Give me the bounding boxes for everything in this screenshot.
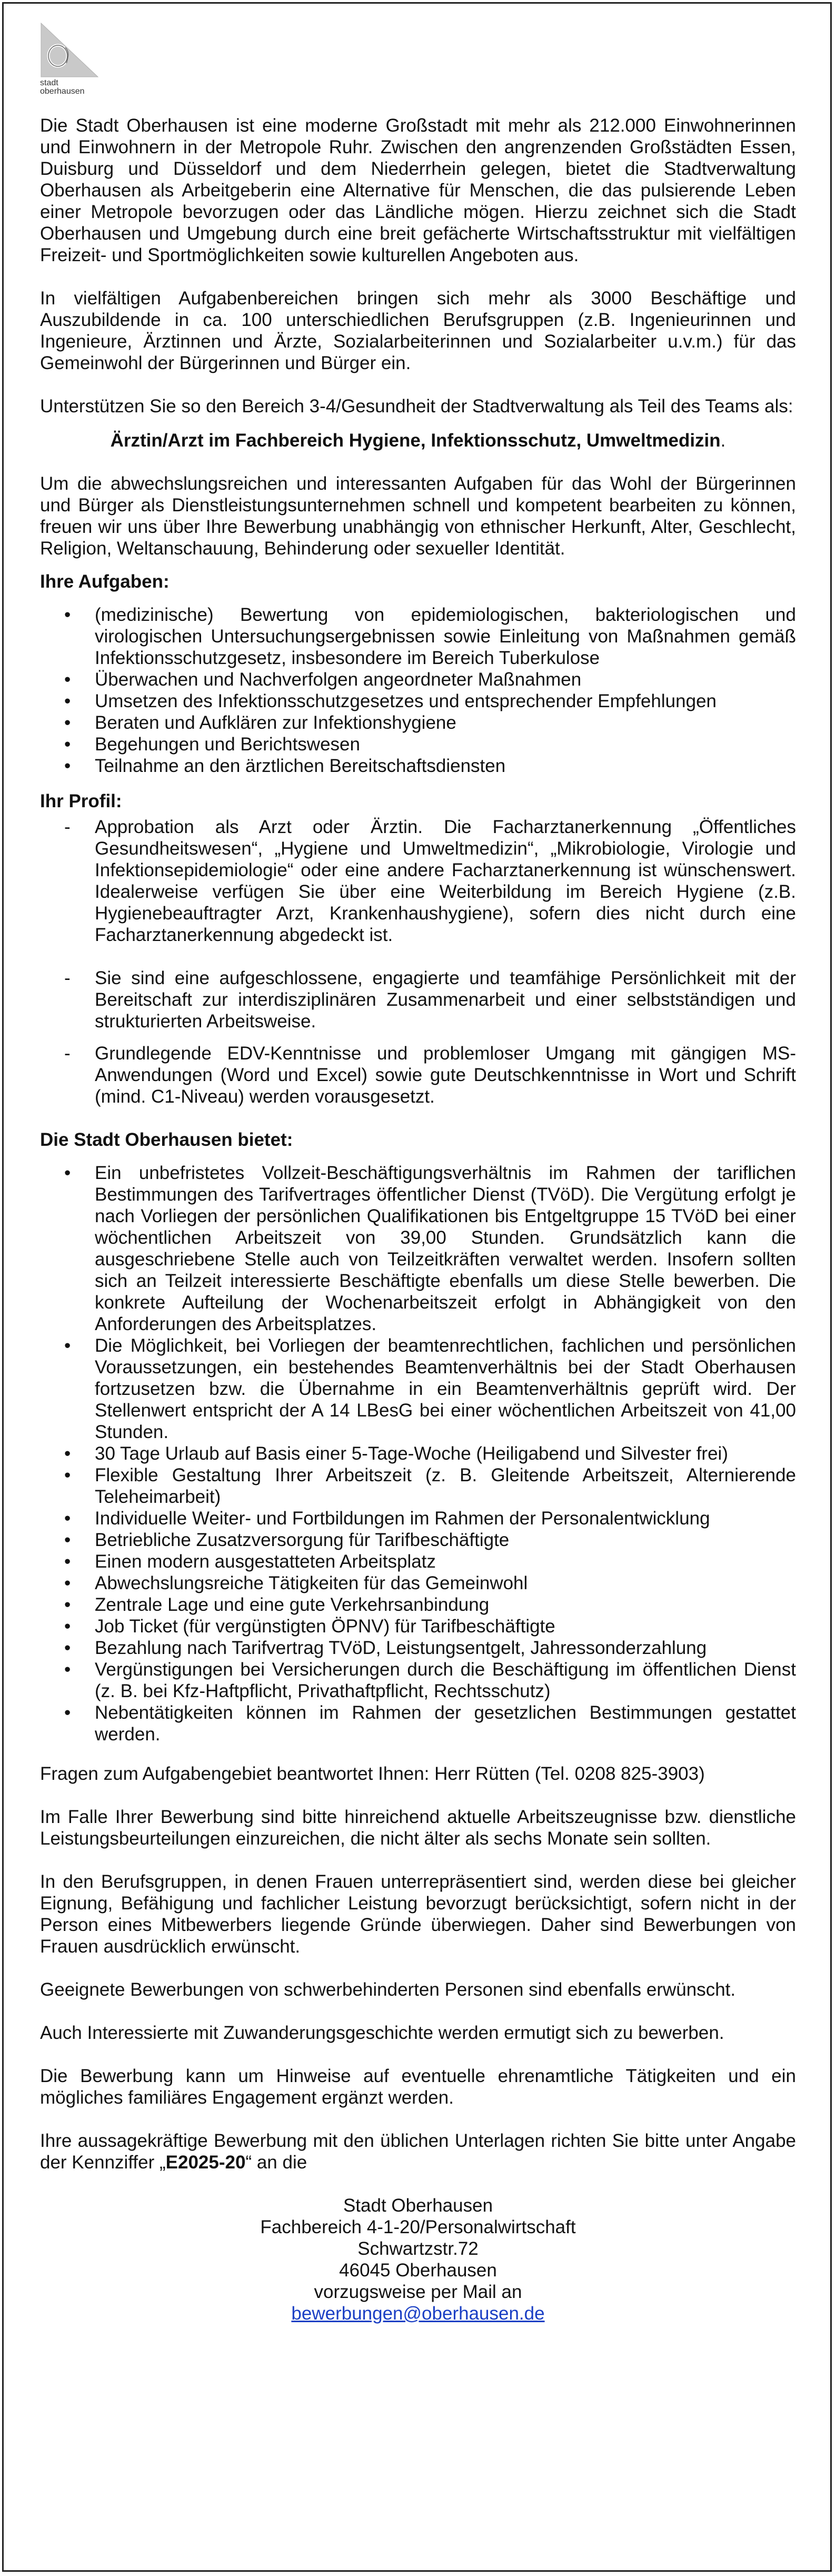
logo-triangle-icon [39,21,107,79]
task-item: • Umsetzen des Infektionsschutzgesetzes und entsprechender Empfehlungen [40,690,796,712]
offer-item: • Flexible Gestaltung Ihrer Arbeitszeit (z. B. Gleitende Arbeitszeit, Alternierende Teleheimarbeit) [40,1464,796,1508]
offer-item: • Einen modern ausgestatteten Arbeitsplatz [40,1551,796,1572]
references-note: Im Falle Ihrer Bewerbung sind bitte hinreichend aktuelle Arbeitszeugnisse bzw. dienstliche Leistungsbeurteilungen einzureichen, die nicht älter als sechs Monate sein sollten. [40,1807,796,1849]
application-text-after: “ an die [245,2152,307,2173]
disability-note: Geeignete Bewerbungen von schwerbehinderten Personen sind ebenfalls erwünscht. [40,1979,736,2000]
reference-code: E2025-20 [165,2152,246,2173]
application-email-link[interactable]: bewerbungen@oberhausen.de [291,2303,545,2324]
offers-heading: Die Stadt Oberhausen bietet: [40,1130,293,1150]
postal-address [40,2195,796,2324]
job-title-suffix: . [720,430,726,451]
task-item: • Überwachen und Nachverfolgen angeordneter Maßnahmen [40,669,796,690]
task-item: • Beraten und Aufklären zur Infektionshygiene [40,712,796,734]
offer-item: • Betriebliche Zusatzversorgung für Tarifbeschäftigte [40,1529,796,1551]
address-street: Schwartzstr.72 [357,2238,479,2259]
migration-note: Auch Interessierte mit Zuwanderungsgeschichte werden ermutigt sich zu bewerben. [40,2023,724,2043]
volunteer-note: Die Bewerbung kann um Hinweise auf eventuelle ehrenamtliche Tätigkeiten und ein mögliches familiäres Engagement ergänzt werden. [40,2066,796,2108]
contact-questions: Fragen zum Aufgabengebiet beantwortet Ihnen: Herr Rütten (Tel. 0208 825-3903) [40,1763,705,1784]
offer-item: • Abwechslungsreiche Tätigkeiten für das Gemeinwohl [40,1572,796,1594]
offer-item: • Ein unbefristetes Vollzeit-Beschäftigungsverhältnis im Rahmen der tariflichen Bestimmungen des Tarifvertrages öffentlicher Dienst (TVöD). Die Vergütung erfolgt je nach Vorliegen der persönlichen Qualifikationen bis Entgeltgruppe 15 TVöD bei einer wöchentlichen Arbeitszeit von 39,00 Stunden. Grundsätzlich kann die ausgeschriebene Stelle auch von Teilzeitkräften verwaltet werden. Insofern sollten sich an Teilzeit interessierte Beschäftigte ebenfalls um diese Stelle bewerben. Die konkrete Aufteilung der Wochenarbeitszeit erfolgt in Abhängigkeit von den Anforderungen des Arbeitsplatzes. [40,1162,796,1335]
offer-item: • Die Möglichkeit, bei Vorliegen der beamtenrechtlichen, fachlichen und persönlichen Voraussetzungen, ein bestehendes Beamtenverhältnis bei der Stadt Oberhausen fortzusetzen bzw. die Übernahme in ein Beamtenverhältnis geprüft wird. Der Stellenwert entspricht der A 14 LBesG bei einer wöchentlichen Arbeitszeit von 41,00 Stunden. [40,1335,796,1443]
address-mail-note: vorzugsweise per Mail an [314,2282,522,2302]
logo-text: stadt oberhausen [40,78,85,96]
offer-item: • Zentrale Lage und eine gute Verkehrsanbindung [40,1594,796,1616]
task-item: • Begehungen und Berichtswesen [40,734,796,755]
offer-item: • Bezahlung nach Tarifvertrag TVöD, Leistungsentgelt, Jahressonderzahlung [40,1637,796,1659]
offer-item: • Nebentätigkeiten können im Rahmen der gesetzlichen Bestimmungen gestattet werden. [40,1702,796,1745]
task-item: • (medizinische) Bewertung von epidemiologischen, bakteriologischen und virologischen Untersuchungsergebnissen sowie Einleitung von Maßnahmen gemäß Infektionsschutzgesetz, insbesondere im Bereich Tuberkulose [40,604,796,669]
profile-item: - Approbation als Arzt oder Ärztin. Die Facharztanerkennung „Öffentliches Gesundheitswesen“, „Hygiene und Umweltmedizin“, „Mikrobiologie, Virologie und Infektionsepidemiologie“ oder eine andere Facharztanerkennung ist wünschenswert. Idealerweise verfügen Sie über eine Weiterbildung im Bereich Hygiene (z.B. Hygienebeauftragter Arzt, Krankenhaushygiene), sofern dies nicht durch eine Facharztanerkennung abgedeckt ist. [40,816,796,946]
women-preference-note: In den Berufsgruppen, in denen Frauen unterrepräsentiert sind, werden diese bei gleicher Eignung, Befähigung und fachlicher Leistung bevorzugt berücksichtigt, sofern nicht in der Person eines Mitbewerbers liegende Gründe überwiegen. Daher sind Bewerbungen von Frauen ausdrücklich erwünscht. [40,1871,796,1957]
offer-item: • Job Ticket (für vergünstigten ÖPNV) für Tarifbeschäftigte [40,1616,796,1637]
offer-item: • Vergünstigungen bei Versicherungen durch die Beschäftigung im öffentlichen Dienst (z. B. bei Kfz-Haftpflicht, Privathaftpflicht, Rechtsschutz) [40,1659,796,1702]
tasks-list [40,604,796,777]
tasks-heading: Ihre Aufgaben: [40,571,170,592]
offers-list [40,1162,796,1745]
intro-paragraph-3: Unterstützen Sie so den Bereich 3-4/Gesundheit der Stadtverwaltung als Teil des Teams als: [40,396,793,417]
address-org: Stadt Oberhausen [343,2195,493,2216]
profile-item: - Sie sind eine aufgeschlossene, engagierte und teamfähige Persönlichkeit mit der Bereitschaft zur interdisziplinären Zusammenarbeit und einer selbstständigen und strukturierten Arbeitsweise. [40,967,796,1032]
intro-paragraph-1: Die Stadt Oberhausen ist eine moderne Großstadt mit mehr als 212.000 Einwohnerinnen und Einwohnern in der Metropole Ruhr. Zwischen den angrenzenden Großstädten Essen, Duisburg und Düsseldorf und dem Niederrhein gelegen, bietet die Stadtverwaltung Oberhausen als Arbeitgeberin eine Alternative für Menschen, die das pulsierende Leben einer Metropole bevorzugen oder das Ländliche mögen. Hierzu zeichnet sich die Stadt Oberhausen und Umgebung durch eine breit gefächerte Wirtschaftsstruktur mit vielfältigen Freizeit- und Sportmöglichkeiten sowie kulturellen Angeboten aus. [40,115,796,265]
offer-item: • Individuelle Weiter- und Fortbildungen im Rahmen der Personalentwicklung [40,1508,796,1529]
offer-item: • 30 Tage Urlaub auf Basis einer 5-Tage-Woche (Heiligabend und Silvester frei) [40,1443,796,1464]
diversity-statement: Um die abwechslungsreichen und interessanten Aufgaben für das Wohl der Bürgerinnen und Bürger als Dienstleistungsunternehmen schnell und kompetent bearbeiten zu können, freuen wir uns über Ihre Bewerbung unabhängig von ethnischer Herkunft, Alter, Geschlecht, Religion, Weltanschauung, Behinderung oder sexueller Identität. [40,473,796,559]
job-posting [40,115,796,2324]
application-text-before: Ihre aussagekräftige Bewerbung mit den üblichen Unterlagen richten Sie bitte unter Angabe der Kennziffer „ [40,2131,796,2173]
profile-heading: Ihr Profil: [40,791,122,811]
address-department: Fachbereich 4-1-20/Personalwirtschaft [260,2217,576,2237]
intro-paragraph-2: In vielfältigen Aufgabenbereichen bringen sich mehr als 3000 Beschäftige und Auszubildende in ca. 100 unterschiedlichen Berufsgruppen (z.B. Ingenieurinnen und Ingenieure, Ärztinnen und Ärzte, Sozialarbeiterinnen und Sozialarbeiter u.v.m.) für das Gemeinwohl der Bürgerinnen und Bürger ein. [40,288,796,373]
address-city: 46045 Oberhausen [339,2260,497,2281]
task-item: • Teilnahme an den ärztlichen Bereitschaftsdiensten [40,755,796,777]
job-title [40,430,796,451]
profile-list [40,816,796,1107]
job-title-text: Ärztin/Arzt im Fachbereich Hygiene, Infektionsschutz, Umweltmedizin [110,430,721,451]
profile-item: - Grundlegende EDV-Kenntnisse und problemloser Umgang mit gängigen MS-Anwendungen (Word und Excel) sowie gute Deutschkenntnisse in Wort und Schrift (mind. C1-Niveau) werden vorausgesetzt. [40,1043,796,1107]
application-instructions [40,2130,796,2173]
logo-wordmark [40,78,85,96]
